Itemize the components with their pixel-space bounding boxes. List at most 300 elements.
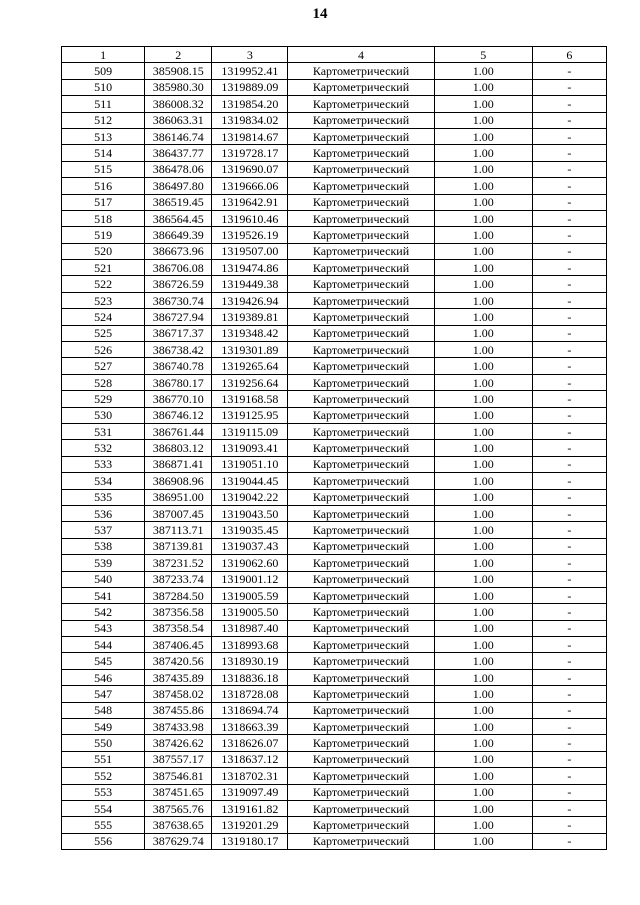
table-row [62, 358, 607, 374]
cell-point-number: 555 [62, 817, 145, 833]
cell-x-coordinate: 386673.96 [145, 243, 212, 259]
table-row [62, 325, 607, 341]
cell-method: Картометрический [288, 800, 434, 816]
cell-y-coordinate: 1319834.02 [212, 112, 288, 128]
cell-point-number: 522 [62, 276, 145, 292]
cell-point-number: 554 [62, 800, 145, 816]
cell-y-coordinate: 1319507.00 [212, 243, 288, 259]
cell-point-number: 528 [62, 374, 145, 390]
cell-x-coordinate: 386727.94 [145, 309, 212, 325]
cell-accuracy: 1.00 [434, 538, 532, 554]
cell-accuracy: 1.00 [434, 440, 532, 456]
cell-accuracy: 1.00 [434, 210, 532, 226]
cell-note: - [532, 702, 606, 718]
cell-accuracy: 1.00 [434, 112, 532, 128]
cell-point-number: 526 [62, 342, 145, 358]
cell-point-number: 517 [62, 194, 145, 210]
table-row [62, 637, 607, 653]
cell-y-coordinate: 1319051.10 [212, 456, 288, 472]
table-body [62, 63, 607, 850]
table-row [62, 391, 607, 407]
cell-y-coordinate: 1318626.07 [212, 735, 288, 751]
cell-note: - [532, 309, 606, 325]
cell-method: Картометрический [288, 79, 434, 95]
cell-y-coordinate: 1319093.41 [212, 440, 288, 456]
table-row [62, 161, 607, 177]
table-row [62, 342, 607, 358]
table-row [62, 407, 607, 423]
cell-y-coordinate: 1319042.22 [212, 489, 288, 505]
cell-x-coordinate: 386519.45 [145, 194, 212, 210]
table-row [62, 423, 607, 439]
cell-point-number: 512 [62, 112, 145, 128]
cell-method: Картометрический [288, 751, 434, 767]
cell-method: Картометрический [288, 784, 434, 800]
table-row [62, 440, 607, 456]
table-row [62, 768, 607, 784]
cell-note: - [532, 423, 606, 439]
cell-accuracy: 1.00 [434, 719, 532, 735]
cell-accuracy: 1.00 [434, 669, 532, 685]
table-header [62, 47, 607, 63]
cell-y-coordinate: 1319044.45 [212, 473, 288, 489]
cell-x-coordinate: 386871.41 [145, 456, 212, 472]
cell-point-number: 543 [62, 620, 145, 636]
table-row [62, 587, 607, 603]
cell-point-number: 520 [62, 243, 145, 259]
cell-note: - [532, 473, 606, 489]
cell-note: - [532, 686, 606, 702]
cell-point-number: 511 [62, 96, 145, 112]
cell-y-coordinate: 1318930.19 [212, 653, 288, 669]
cell-x-coordinate: 386478.06 [145, 161, 212, 177]
table-row [62, 505, 607, 521]
cell-method: Картометрический [288, 309, 434, 325]
table-row [62, 194, 607, 210]
table-row [62, 374, 607, 390]
cell-x-coordinate: 387233.74 [145, 571, 212, 587]
cell-y-coordinate: 1319449.38 [212, 276, 288, 292]
cell-method: Картометрический [288, 538, 434, 554]
cell-method: Картометрический [288, 833, 434, 849]
cell-accuracy: 1.00 [434, 128, 532, 144]
cell-x-coordinate: 386761.44 [145, 423, 212, 439]
cell-x-coordinate: 387231.52 [145, 555, 212, 571]
table-row [62, 309, 607, 325]
cell-x-coordinate: 385980.30 [145, 79, 212, 95]
cell-x-coordinate: 386740.78 [145, 358, 212, 374]
cell-note: - [532, 833, 606, 849]
cell-note: - [532, 653, 606, 669]
cell-method: Картометрический [288, 128, 434, 144]
cell-note: - [532, 522, 606, 538]
table-row [62, 751, 607, 767]
cell-note: - [532, 637, 606, 653]
cell-note: - [532, 210, 606, 226]
table-row [62, 620, 607, 636]
cell-y-coordinate: 1319389.81 [212, 309, 288, 325]
cell-x-coordinate: 386726.59 [145, 276, 212, 292]
cell-y-coordinate: 1319115.09 [212, 423, 288, 439]
cell-point-number: 516 [62, 178, 145, 194]
cell-y-coordinate: 1319526.19 [212, 227, 288, 243]
cell-x-coordinate: 386564.45 [145, 210, 212, 226]
cell-y-coordinate: 1319610.46 [212, 210, 288, 226]
cell-x-coordinate: 387557.17 [145, 751, 212, 767]
cell-y-coordinate: 1318993.68 [212, 637, 288, 653]
cell-accuracy: 1.00 [434, 555, 532, 571]
cell-point-number: 519 [62, 227, 145, 243]
cell-method: Картометрический [288, 489, 434, 505]
cell-note: - [532, 456, 606, 472]
cell-point-number: 544 [62, 637, 145, 653]
cell-accuracy: 1.00 [434, 63, 532, 79]
column-header-2: 2 [145, 47, 212, 63]
cell-y-coordinate: 1319301.89 [212, 342, 288, 358]
table-row [62, 784, 607, 800]
table-row [62, 669, 607, 685]
table-row [62, 800, 607, 816]
cell-note: - [532, 800, 606, 816]
page-number: 14 [312, 6, 328, 22]
cell-x-coordinate: 386803.12 [145, 440, 212, 456]
cell-y-coordinate: 1319062.60 [212, 555, 288, 571]
table-row [62, 653, 607, 669]
column-header-3: 3 [212, 47, 288, 63]
cell-y-coordinate: 1319005.59 [212, 587, 288, 603]
cell-y-coordinate: 1318702.31 [212, 768, 288, 784]
table-row [62, 63, 607, 79]
table-row [62, 79, 607, 95]
cell-point-number: 545 [62, 653, 145, 669]
cell-x-coordinate: 387458.02 [145, 686, 212, 702]
cell-method: Картометрический [288, 522, 434, 538]
cell-x-coordinate: 386730.74 [145, 292, 212, 308]
cell-x-coordinate: 386770.10 [145, 391, 212, 407]
cell-accuracy: 1.00 [434, 587, 532, 603]
cell-point-number: 533 [62, 456, 145, 472]
cell-point-number: 541 [62, 587, 145, 603]
column-header-5: 5 [434, 47, 532, 63]
cell-point-number: 531 [62, 423, 145, 439]
cell-point-number: 509 [62, 63, 145, 79]
cell-method: Картометрический [288, 440, 434, 456]
cell-y-coordinate: 1319265.64 [212, 358, 288, 374]
cell-accuracy: 1.00 [434, 161, 532, 177]
cell-x-coordinate: 386146.74 [145, 128, 212, 144]
cell-note: - [532, 128, 606, 144]
cell-accuracy: 1.00 [434, 342, 532, 358]
cell-y-coordinate: 1319952.41 [212, 63, 288, 79]
cell-accuracy: 1.00 [434, 260, 532, 276]
cell-method: Картометрический [288, 604, 434, 620]
cell-x-coordinate: 386717.37 [145, 325, 212, 341]
cell-x-coordinate: 387546.81 [145, 768, 212, 784]
cell-accuracy: 1.00 [434, 292, 532, 308]
cell-point-number: 546 [62, 669, 145, 685]
cell-method: Картометрический [288, 96, 434, 112]
cell-x-coordinate: 386063.31 [145, 112, 212, 128]
cell-y-coordinate: 1319180.17 [212, 833, 288, 849]
cell-accuracy: 1.00 [434, 407, 532, 423]
cell-note: - [532, 719, 606, 735]
cell-accuracy: 1.00 [434, 571, 532, 587]
cell-accuracy: 1.00 [434, 145, 532, 161]
cell-note: - [532, 440, 606, 456]
cell-point-number: 538 [62, 538, 145, 554]
cell-x-coordinate: 387426.62 [145, 735, 212, 751]
cell-y-coordinate: 1319001.12 [212, 571, 288, 587]
cell-method: Картометрический [288, 686, 434, 702]
cell-accuracy: 1.00 [434, 456, 532, 472]
cell-point-number: 552 [62, 768, 145, 784]
cell-note: - [532, 784, 606, 800]
cell-note: - [532, 79, 606, 95]
cell-y-coordinate: 1319043.50 [212, 505, 288, 521]
cell-y-coordinate: 1319161.82 [212, 800, 288, 816]
cell-note: - [532, 407, 606, 423]
cell-method: Картометрический [288, 178, 434, 194]
cell-note: - [532, 735, 606, 751]
cell-method: Картометрический [288, 63, 434, 79]
cell-method: Картометрический [288, 292, 434, 308]
table-row [62, 243, 607, 259]
cell-x-coordinate: 387356.58 [145, 604, 212, 620]
table-row [62, 735, 607, 751]
cell-point-number: 536 [62, 505, 145, 521]
cell-point-number: 548 [62, 702, 145, 718]
cell-point-number: 524 [62, 309, 145, 325]
cell-method: Картометрический [288, 391, 434, 407]
cell-x-coordinate: 385908.15 [145, 63, 212, 79]
cell-x-coordinate: 386649.39 [145, 227, 212, 243]
table-row [62, 260, 607, 276]
cell-x-coordinate: 387435.89 [145, 669, 212, 685]
cell-y-coordinate: 1319005.50 [212, 604, 288, 620]
cell-accuracy: 1.00 [434, 96, 532, 112]
cell-method: Картометрический [288, 735, 434, 751]
cell-point-number: 510 [62, 79, 145, 95]
cell-accuracy: 1.00 [434, 79, 532, 95]
cell-x-coordinate: 386908.96 [145, 473, 212, 489]
cell-accuracy: 1.00 [434, 768, 532, 784]
cell-note: - [532, 145, 606, 161]
cell-x-coordinate: 386780.17 [145, 374, 212, 390]
cell-note: - [532, 505, 606, 521]
cell-note: - [532, 194, 606, 210]
cell-point-number: 553 [62, 784, 145, 800]
cell-x-coordinate: 387629.74 [145, 833, 212, 849]
cell-point-number: 529 [62, 391, 145, 407]
cell-method: Картометрический [288, 473, 434, 489]
cell-method: Картометрический [288, 210, 434, 226]
cell-y-coordinate: 1319168.58 [212, 391, 288, 407]
cell-x-coordinate: 387358.54 [145, 620, 212, 636]
header-row [62, 47, 607, 63]
cell-y-coordinate: 1319728.17 [212, 145, 288, 161]
cell-y-coordinate: 1319097.49 [212, 784, 288, 800]
cell-method: Картометрический [288, 161, 434, 177]
cell-x-coordinate: 387113.71 [145, 522, 212, 538]
cell-note: - [532, 96, 606, 112]
cell-y-coordinate: 1318836.18 [212, 669, 288, 685]
table-row [62, 210, 607, 226]
cell-x-coordinate: 387420.56 [145, 653, 212, 669]
cell-method: Картометрический [288, 358, 434, 374]
cell-accuracy: 1.00 [434, 473, 532, 489]
cell-y-coordinate: 1319690.07 [212, 161, 288, 177]
cell-y-coordinate: 1318694.74 [212, 702, 288, 718]
cell-accuracy: 1.00 [434, 423, 532, 439]
table-row [62, 833, 607, 849]
cell-point-number: 515 [62, 161, 145, 177]
table-row [62, 178, 607, 194]
table-row [62, 817, 607, 833]
cell-note: - [532, 604, 606, 620]
cell-x-coordinate: 387406.45 [145, 637, 212, 653]
cell-point-number: 530 [62, 407, 145, 423]
cell-method: Картометрический [288, 637, 434, 653]
cell-point-number: 547 [62, 686, 145, 702]
cell-note: - [532, 768, 606, 784]
column-header-1: 1 [62, 47, 145, 63]
cell-accuracy: 1.00 [434, 489, 532, 505]
column-header-6: 6 [532, 47, 606, 63]
cell-note: - [532, 260, 606, 276]
cell-note: - [532, 161, 606, 177]
cell-method: Картометрический [288, 817, 434, 833]
cell-method: Картометрический [288, 243, 434, 259]
cell-x-coordinate: 387284.50 [145, 587, 212, 603]
cell-note: - [532, 751, 606, 767]
table-row [62, 112, 607, 128]
table-row [62, 96, 607, 112]
cell-note: - [532, 358, 606, 374]
cell-note: - [532, 243, 606, 259]
cell-accuracy: 1.00 [434, 276, 532, 292]
cell-x-coordinate: 386497.80 [145, 178, 212, 194]
cell-accuracy: 1.00 [434, 686, 532, 702]
cell-y-coordinate: 1318663.39 [212, 719, 288, 735]
cell-accuracy: 1.00 [434, 309, 532, 325]
cell-x-coordinate: 387451.65 [145, 784, 212, 800]
cell-method: Картометрический [288, 407, 434, 423]
table-row [62, 702, 607, 718]
cell-note: - [532, 292, 606, 308]
cell-method: Картометрический [288, 260, 434, 276]
cell-accuracy: 1.00 [434, 178, 532, 194]
cell-note: - [532, 391, 606, 407]
cell-note: - [532, 276, 606, 292]
cell-accuracy: 1.00 [434, 800, 532, 816]
cell-y-coordinate: 1319474.86 [212, 260, 288, 276]
cell-note: - [532, 63, 606, 79]
cell-method: Картометрический [288, 555, 434, 571]
cell-x-coordinate: 386706.08 [145, 260, 212, 276]
cell-note: - [532, 669, 606, 685]
cell-point-number: 540 [62, 571, 145, 587]
cell-point-number: 556 [62, 833, 145, 849]
cell-y-coordinate: 1319037.43 [212, 538, 288, 554]
cell-x-coordinate: 387007.45 [145, 505, 212, 521]
cell-method: Картометрический [288, 505, 434, 521]
cell-point-number: 521 [62, 260, 145, 276]
cell-accuracy: 1.00 [434, 784, 532, 800]
cell-y-coordinate: 1319035.45 [212, 522, 288, 538]
cell-y-coordinate: 1319201.29 [212, 817, 288, 833]
cell-method: Картометрический [288, 456, 434, 472]
cell-note: - [532, 374, 606, 390]
table-row [62, 686, 607, 702]
cell-note: - [532, 538, 606, 554]
cell-accuracy: 1.00 [434, 391, 532, 407]
table-row [62, 145, 607, 161]
cell-point-number: 513 [62, 128, 145, 144]
cell-y-coordinate: 1319642.91 [212, 194, 288, 210]
cell-y-coordinate: 1319348.42 [212, 325, 288, 341]
cell-note: - [532, 178, 606, 194]
table-row [62, 522, 607, 538]
cell-accuracy: 1.00 [434, 358, 532, 374]
cell-method: Картометрический [288, 423, 434, 439]
cell-method: Картометрический [288, 276, 434, 292]
cell-method: Картометрический [288, 669, 434, 685]
cell-x-coordinate: 386746.12 [145, 407, 212, 423]
cell-y-coordinate: 1319666.06 [212, 178, 288, 194]
cell-method: Картометрический [288, 587, 434, 603]
cell-accuracy: 1.00 [434, 374, 532, 390]
cell-y-coordinate: 1318728.08 [212, 686, 288, 702]
cell-x-coordinate: 387139.81 [145, 538, 212, 554]
cell-y-coordinate: 1318637.12 [212, 751, 288, 767]
coordinates-table [61, 46, 607, 850]
cell-method: Картометрический [288, 325, 434, 341]
cell-note: - [532, 817, 606, 833]
cell-accuracy: 1.00 [434, 620, 532, 636]
cell-note: - [532, 325, 606, 341]
table-row [62, 128, 607, 144]
cell-method: Картометрический [288, 342, 434, 358]
cell-x-coordinate: 387455.86 [145, 702, 212, 718]
table-row [62, 719, 607, 735]
cell-method: Картометрический [288, 112, 434, 128]
cell-note: - [532, 571, 606, 587]
cell-x-coordinate: 387565.76 [145, 800, 212, 816]
cell-y-coordinate: 1319889.09 [212, 79, 288, 95]
cell-point-number: 550 [62, 735, 145, 751]
cell-point-number: 539 [62, 555, 145, 571]
cell-y-coordinate: 1318987.40 [212, 620, 288, 636]
cell-accuracy: 1.00 [434, 194, 532, 210]
cell-note: - [532, 489, 606, 505]
cell-method: Картометрический [288, 227, 434, 243]
cell-method: Картометрический [288, 620, 434, 636]
cell-accuracy: 1.00 [434, 751, 532, 767]
cell-method: Картометрический [288, 374, 434, 390]
table-row [62, 456, 607, 472]
cell-method: Картометрический [288, 571, 434, 587]
table-row [62, 489, 607, 505]
table-row [62, 604, 607, 620]
cell-point-number: 514 [62, 145, 145, 161]
cell-point-number: 534 [62, 473, 145, 489]
cell-accuracy: 1.00 [434, 833, 532, 849]
cell-accuracy: 1.00 [434, 325, 532, 341]
table-row [62, 227, 607, 243]
cell-x-coordinate: 386008.32 [145, 96, 212, 112]
cell-y-coordinate: 1319125.95 [212, 407, 288, 423]
cell-y-coordinate: 1319854.20 [212, 96, 288, 112]
